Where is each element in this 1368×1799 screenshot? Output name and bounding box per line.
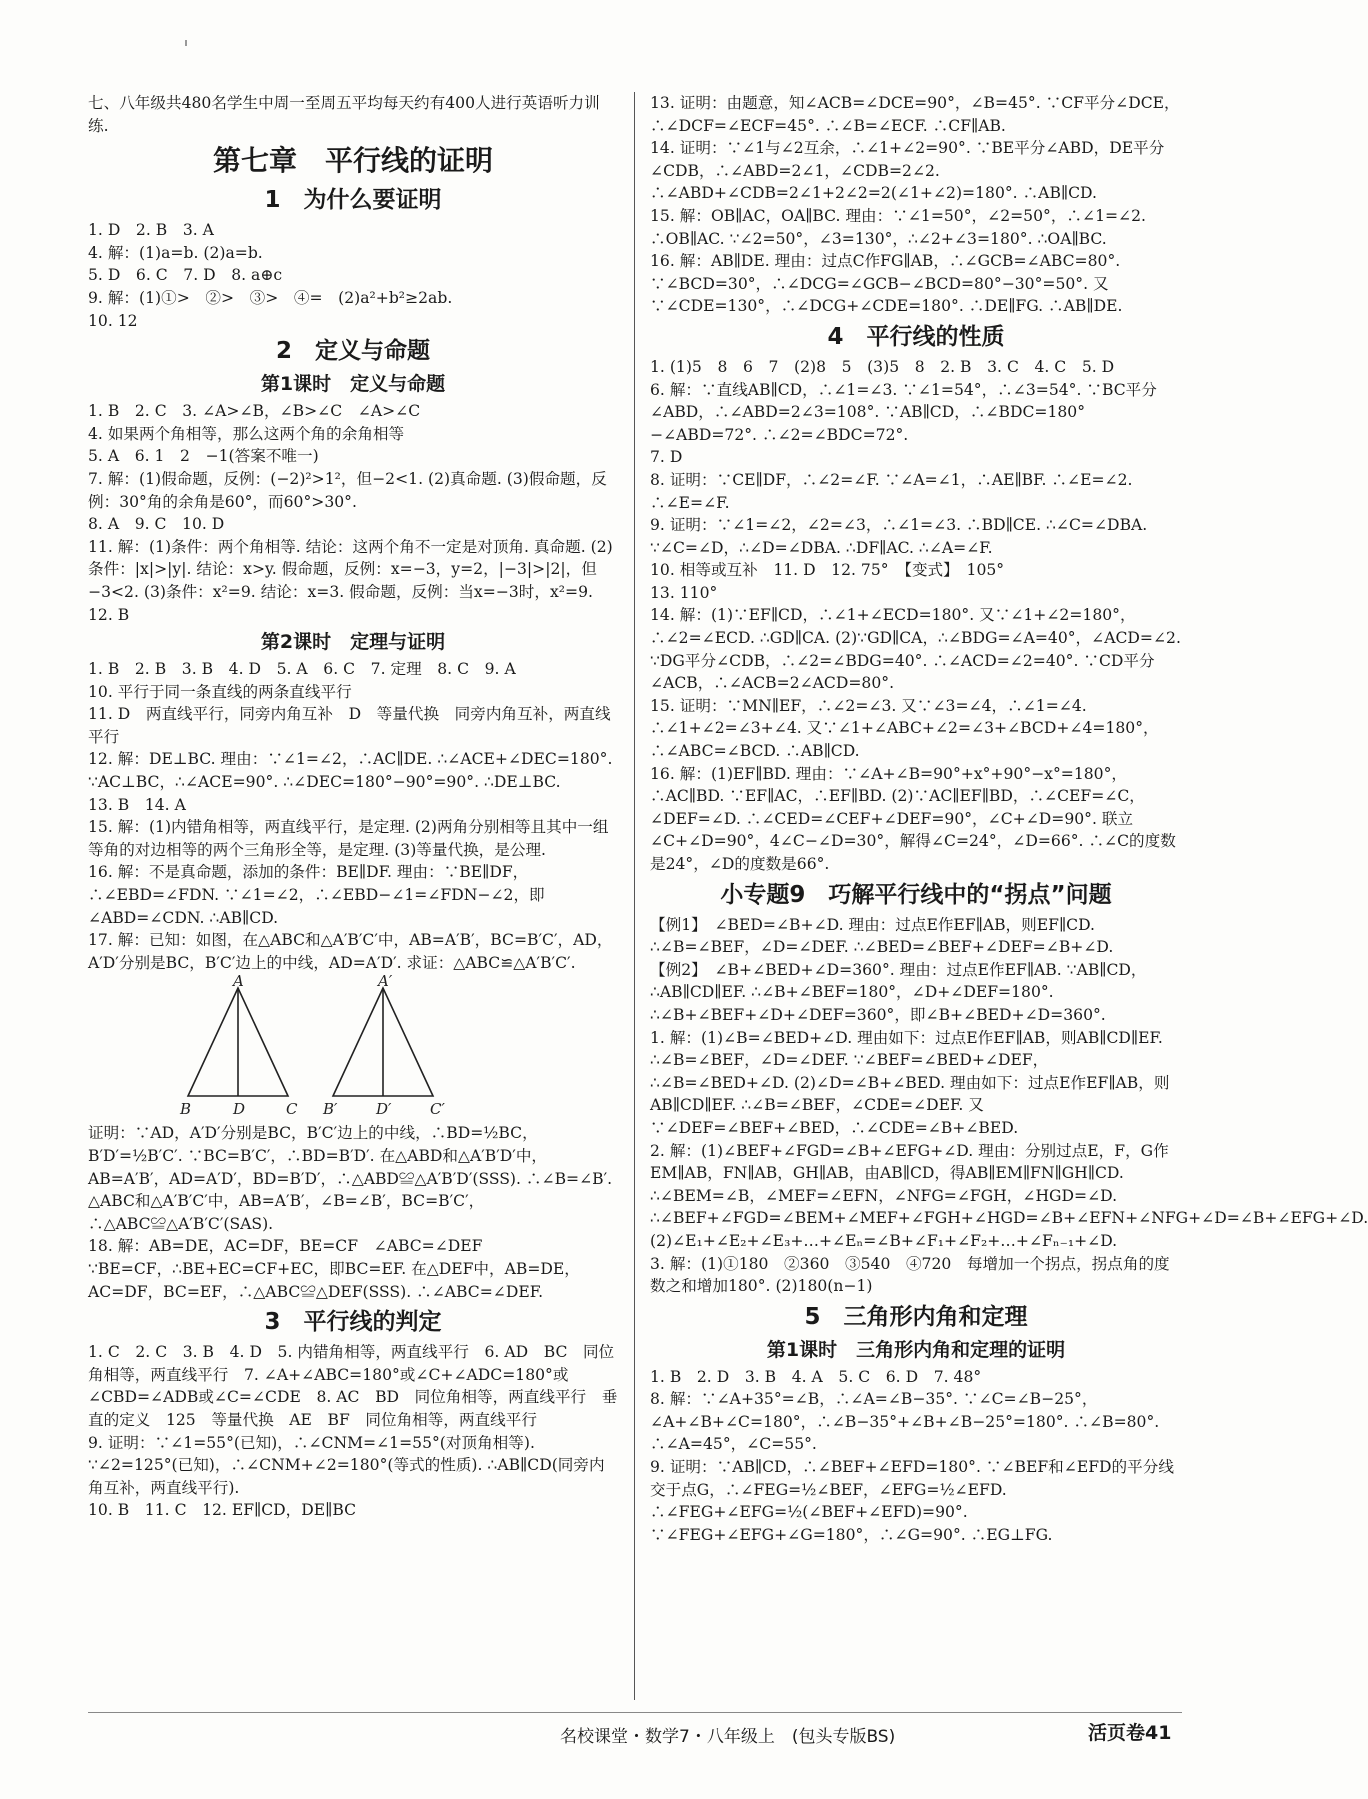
answer-item: 1. D 2. B 3. A bbox=[88, 221, 214, 240]
answer-item: 1. 解：(1)∠B=∠BED+∠D. 理由如下：过点E作EF∥AB，则AB∥CD∥EF. ∴∠B=∠BEF，∠D=∠DEF. ∵∠BEF=∠BED+∠DEF，∴∠B=∠BED+∠D. (2)∠D=∠B+∠BED. 理由如下：过点E作EF∥AB，则AB∥CD∥EF. ∴∠B=∠BEF，∠CDE=∠DEF. 又∵∠DEF=∠BEF+∠BED，∴∠CDE=∠B+∠BED. bbox=[650, 1028, 1170, 1137]
answer-item: 6. 解：∵直线AB∥CD，∴∠1=∠3. ∵∠1=54°，∴∠3=54°. ∵BC平分∠ABD，∴∠ABD=2∠3=108°. ∵AB∥CD，∴∠BDC=180°−∠ABD=72°. ∴∠2=∠BDC=72°. bbox=[650, 380, 1157, 444]
left-column bbox=[88, 92, 618, 1522]
proof-text: △ABC和△A′B′C′中，AB=A′B′，∠B=∠B′，BC=B′C′，∴△ABC≌△A′B′C′(SAS). bbox=[88, 1192, 485, 1233]
topic-title: 小专题9 巧解平行线中的“拐点”问题 bbox=[720, 881, 1112, 908]
chapter-title: 第七章 平行线的证明 bbox=[212, 144, 493, 178]
answer-item: 15. 证明：∵MN∥EF，∴∠2=∠3. 又∵∠3=∠4，∴∠1=∠4. ∴∠1+∠2=∠3+∠4. 又∵∠1+∠ABC+∠2=∠3+∠BCD+∠4=180°，∴∠ABC=∠BCD. ∴AB∥CD. bbox=[650, 696, 1159, 761]
answer-item: 14. 证明：∵∠1与∠2互余，∴∠1+∠2=90°. ∵BE平分∠ABD，DE平分∠CDB，∴∠ABD=2∠1，∠CDB=2∠2. ∴∠ABD+∠CDB=2∠1+2∠2=2(∠1+∠2)=180°. ∴AB∥CD. bbox=[650, 139, 1165, 203]
label-d: D bbox=[233, 1100, 246, 1119]
answer-item: 10. B 11. C 12. EF∥CD，DE∥BC bbox=[88, 1501, 357, 1520]
answer-item: 10. 12 bbox=[88, 311, 138, 330]
answer-item: 12. 解：DE⊥BC. 理由：∵∠1=∠2，∴AC∥DE. ∴∠ACE+∠DEC=180°. ∵AC⊥BC，∴∠ACE=90°. ∴∠DEC=180°−90°=90°. ∴DE⊥BC. bbox=[88, 750, 613, 792]
answer-item: 11. 解：(1)条件：两个角相等. 结论：这两个角不一定是对顶角. 真命题. (2)条件：|x|>|y|. 结论：x>y. 假命题，反例：x=−3，y=2，|−3|>|2|，但−3<2. (3)条件：x²=9. 结论：x=3. 假命题，反例：当x=−3时，x²=9. bbox=[88, 537, 613, 601]
answer-item: 13. 110° bbox=[650, 583, 718, 602]
example-item: 【例1】 ∠BED=∠B+∠D. 理由：过点E作EF∥AB，则EF∥CD. ∴∠B=∠BEF，∠D=∠DEF. ∴∠BED=∠BEF+∠DEF=∠B+∠D. bbox=[650, 915, 1114, 957]
example-item: 【例2】 ∠B+∠BED+∠D=360°. 理由：过点E作EF∥AB. ∵AB∥CD，∴AB∥CD∥EF. ∴∠B+∠BEF=180°，∠D+∠DEF=180°. ∴∠B+∠BEF+∠D+∠DEF=360°，即∠B+∠BED+∠D=360°. bbox=[650, 960, 1147, 1024]
answer-item: 1. B 2. B 3. B 4. D 5. A 6. C 7. 定理 8. C 9. A bbox=[88, 660, 516, 679]
label-c-prime: C′ bbox=[430, 1100, 445, 1119]
answer-item: 15. 解：OB∥AC，OA∥BC. 理由：∵∠1=50°，∠2=50°，∴∠1=∠2. ∴OB∥AC. ∵∠2=50°，∠3=130°，∴∠2+∠3=180°. ∴OA∥BC. bbox=[650, 206, 1147, 248]
answer-item: 10. 相等或互补 11. D 12. 75° 【变式】 105° bbox=[650, 561, 1005, 580]
label-b: B bbox=[180, 1100, 192, 1119]
answer-item: 9. 证明：∵∠1=55°(已知)，∴∠CNM=∠1=55°(对顶角相等). ∵∠2=125°(已知)，∴∠CNM+∠2=180°(等式的性质). ∴AB∥CD(同旁内角互补，两直线平行). bbox=[88, 1433, 605, 1497]
answer-item: 18. 解：AB=DE，AC=DF，BE=CF ∠ABC=∠DEF bbox=[88, 1237, 483, 1256]
answer-item: 9. 解：(1)①> ②> ③> ④= (2)a²+b²≥2ab. bbox=[88, 288, 453, 307]
answer-item: 2. 解：(1)∠BEF+∠FGD=∠B+∠EFG+∠D. 理由：分别过点E，F，G作EM∥AB，FN∥AB，GH∥AB，由AB∥CD，得AB∥EM∥FN∥GH∥CD. ∴∠BEM=∠B，∠MEF=∠EFN，∠NFG=∠FGH，∠HGD=∠D. ∴∠BEF+∠FGD=∠BEM+∠MEF+∠FGH+∠HGD=∠B+∠EFN+∠NFG+∠D=∠B+∠EFG+∠D. (2)∠E₁+∠E₂+∠E₃+…+∠Eₙ=∠B+∠F₁+∠F₂+…+∠Fₙ₋₁+∠D. bbox=[650, 1141, 1368, 1250]
label-c: C bbox=[286, 1100, 298, 1119]
column-divider bbox=[634, 92, 635, 1700]
answer-item: 10. 平行于同一条直线的两条直线平行 bbox=[88, 682, 352, 701]
proof-text: ∵BE=CF，∴BE+EC=CF+EC，即BC=EF. 在△DEF中，AB=DE，AC=DF，BC=EF，∴△ABC≌△DEF(SSS). ∴∠ABC=∠DEF. bbox=[88, 1259, 580, 1301]
answer-item: 17. 解：已知：如图，在△ABC和△A′B′C′中，AB=A′B′，BC=B′C′，AD，A′D′分别是BC，B′C′边上的中线，AD=A′D′. 求证：△ABC≌△A′B′C′. bbox=[88, 931, 613, 972]
answer-item: 14. 解：(1)∵EF∥CD，∴∠1+∠ECD=180°. 又∵∠1+∠2=180°，∴∠2=∠ECD. ∴GD∥CA. (2)∵GD∥CA，∴∠BDG=∠A=40°，∠ACD=∠2. ∵DG平分∠CDB，∴∠2=∠BDG=40°. ∴∠ACD=∠2=40°. ∵CD平分∠ACB，∴∠ACB=2∠ACD=80°. bbox=[650, 606, 1181, 693]
answer-item: 3. 解：(1)①180 ②360 ③540 ④720 每增加一个拐点，拐点角的度数之和增加180°. (2)180(n−1) bbox=[650, 1254, 1170, 1296]
answer-item: 1. C 2. C 3. B 4. D 5. 内错角相等，两直线平行 6. AD BC 同位角相等，两直线平行 7. ∠A+∠ABC=180°或∠C+∠ADC=180°或∠CBD=∠ADB或∠C=∠CDE 8. AC BD 同位角相等，两直线平行 垂直的定义 125 等量代换 AE BF 同位角相等，两直线平行 bbox=[88, 1343, 618, 1429]
label-d-prime: D′ bbox=[376, 1100, 392, 1119]
lesson-5-1-title: 第1课时 三角形内角和定理的证明 bbox=[766, 1338, 1066, 1361]
answer-item: 11. D 两直线平行，同旁内角互补 D 等量代换 同旁内角互补，两直线平行 bbox=[88, 705, 611, 746]
lesson-1-title: 第1课时 定义与命题 bbox=[260, 373, 446, 396]
answer-item: 8. 证明：∵CE∥DF，∴∠2=∠F. ∵∠A=∠1，∴AE∥BF. ∴∠E=∠2. ∴∠E=∠F. bbox=[650, 470, 1133, 512]
answer-item: 4. 如果两个角相等，那么这两个角的余角相等 bbox=[88, 424, 405, 443]
answer-item: 5. A 6. 1 2 −1(答案不唯一) bbox=[88, 447, 319, 466]
answer-item: 1. (1)5 8 6 7 (2)8 5 (3)5 8 2. B 3. C 4. C 5. D bbox=[650, 357, 1115, 376]
answer-item: 1. B 2. C 3. ∠A>∠B，∠B>∠C ∠A>∠C bbox=[88, 402, 421, 421]
answer-item: 15. 解：(1)内错角相等，两直线平行，是定理. (2)两角分别相等且其中一组等角的对边相等的两个三角形全等，是定理. (3)等量代换，是公理. bbox=[88, 818, 609, 859]
answer-item: 8. A 9. C 10. D bbox=[88, 515, 225, 534]
answer-item: 7. D bbox=[650, 448, 683, 467]
answer-item: 16. 解：AB∥DE. 理由：过点C作FG∥AB，∴∠GCB=∠ABC=80°. ∵∠BCD=30°，∴∠DCG=∠GCB−∠BCD=80°−30°=50°. 又∵∠CDE=130°，∴∠DCG+∠CDE=180°. ∴DE∥FG. ∴AB∥DE. bbox=[650, 252, 1123, 316]
answer-item: 5. D 6. C 7. D 8. a⊕c bbox=[88, 266, 283, 285]
section-5-title: 5 三角形内角和定理 bbox=[804, 1303, 1028, 1330]
page-number: 活页卷41 bbox=[1088, 1722, 1172, 1744]
answer-item: 8. 解：∵∠A+35°=∠B，∴∠A=∠B−35°. ∵∠C=∠B−25°，∠A+∠B+∠C=180°，∴∠B−35°+∠B+∠B−25°=180°. ∴∠B=80°. ∴∠A=45°，∠C=55°. bbox=[650, 1390, 1160, 1454]
answer-item: 1. B 2. D 3. B 4. A 5. C 6. D 7. 48° bbox=[650, 1367, 982, 1386]
label-b-prime: B′ bbox=[323, 1100, 338, 1119]
label-a-prime: A′ bbox=[378, 972, 393, 991]
answer-item: 4. 解：(1)a=b. (2)a=b. bbox=[88, 243, 263, 262]
intro-text: 七、八年级共480名学生中周一至周五平均每天约有400人进行英语听力训练. bbox=[88, 94, 600, 135]
answer-item: 12. B bbox=[88, 605, 130, 624]
answer-item: 13. 证明：由题意，知∠ACB=∠DCE=90°，∠B=45°. ∵CF平分∠DCE，∴∠DCF=∠ECF=45°. ∴∠B=∠ECF. ∴CF∥AB. bbox=[650, 94, 1180, 135]
answer-item: 9. 证明：∵AB∥CD，∴∠BEF+∠EFD=180°. ∵∠BEF和∠EFD的平分线交于点G，∴∠FEG=½∠BEF，∠EFG=½∠EFD. ∴∠FEG+∠EFG=½(∠BEF+∠EFD)=90°. ∵∠FEG+∠EFG+∠G=180°，∴∠G=90°. ∴EG⊥FG. bbox=[650, 1458, 1174, 1544]
footer-text: 名校课堂・数学7・八年级上 (包头专版BS) bbox=[560, 1727, 896, 1747]
label-a: A bbox=[233, 972, 244, 991]
section-2-title: 2 定义与命题 bbox=[275, 338, 430, 365]
answer-item: 13. B 14. A bbox=[88, 795, 186, 814]
answer-item: 9. 证明：∵∠1=∠2，∠2=∠3，∴∠1=∠3. ∴BD∥CE. ∴∠C=∠DBA. ∵∠C=∠D，∴∠D=∠DBA. ∴DF∥AC. ∴∠A=∠F. bbox=[650, 516, 1148, 557]
triangles-figure bbox=[178, 972, 478, 1119]
right-column bbox=[650, 92, 1368, 1546]
section-4-title: 4 平行线的性质 bbox=[827, 323, 1005, 350]
footer-rule bbox=[88, 1712, 1182, 1713]
answer-item: 16. 解：(1)EF∥BD. 理由：∵∠A+∠B=90°+x°+90°−x°=180°，∴AC∥BD. ∵EF∥AC，∴EF∥BD. (2)∵AC∥EF∥BD，∴∠CEF=∠C，∠DEF=∠D. ∴∠CED=∠CEF+∠DEF=90°，∠C+∠D=90°. 联立∠C+∠D=90°，4∠C−∠D=30°，解得∠C=24°，∠D=66°. ∴∠C的度数是24°，∠D的度数是66°. bbox=[650, 764, 1176, 873]
answer-item: 7. 解：(1)假命题，反例：(−2)²>1²，但−2<1. (2)真命题. (3)假命题，反例：30°角的余角是60°，而60°>30°. bbox=[88, 469, 607, 511]
section-3-title: 3 平行线的判定 bbox=[264, 1309, 442, 1336]
section-1-title: 1 为什么要证明 bbox=[264, 187, 442, 214]
scan-mark bbox=[185, 40, 187, 46]
lesson-2-title: 第2课时 定理与证明 bbox=[260, 631, 446, 654]
answer-item: 16. 解：不是真命题，添加的条件：BE∥DF. 理由：∵BE∥DF，∴∠EBD=∠FDN. ∵∠1=∠2，∴∠EBD−∠1=∠FDN−∠2，即∠ABD=∠CDN. ∴AB∥CD. bbox=[88, 863, 545, 927]
proof-text: 证明：∵AD，A′D′分别是BC，B′C′边上的中线，∴BD=½BC，B′D′=½B′C′. ∵BC=B′C′，∴BD=B′D′. 在△ABD和△A′B′D′中，AB=A′B′，AD=A′D′，BD=B′D′，∴△ABD≌△A′B′D′(SSS). ∴∠B=∠B′. bbox=[88, 1124, 613, 1188]
